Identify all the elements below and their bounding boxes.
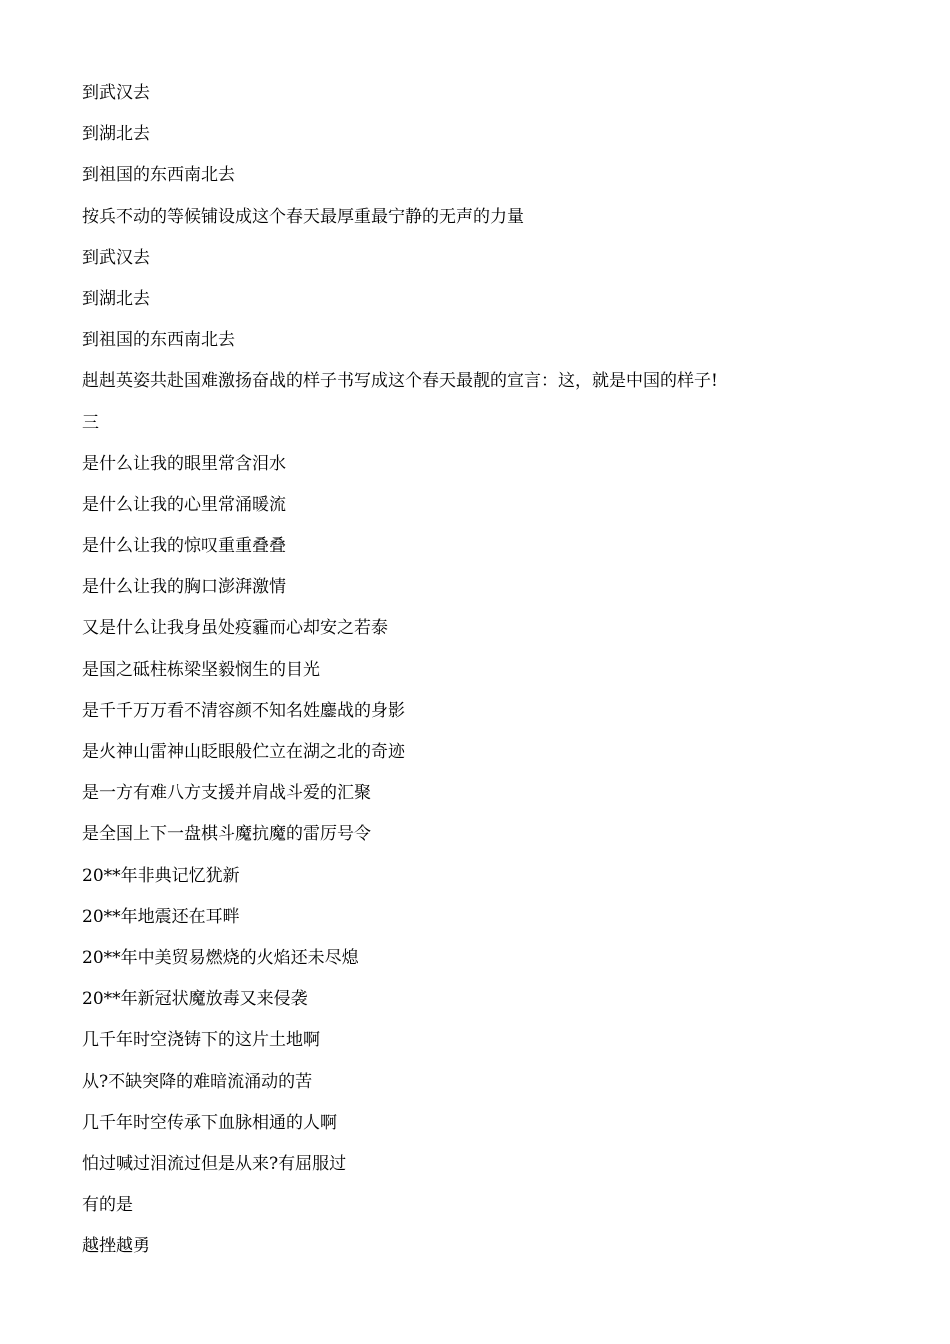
poem-line: 又是什么让我身虽处疫霾而心却安之若泰	[82, 618, 388, 639]
poem-line: 是什么让我的胸口澎湃激情	[82, 577, 286, 598]
poem-line: 20**年地震还在耳畔	[82, 906, 240, 927]
poem-line: 到湖北去	[82, 288, 150, 309]
poem-line: 是什么让我的心里常涌暖流	[82, 494, 286, 515]
poem-line: 是一方有难八方支援并肩战斗爱的汇聚	[82, 783, 371, 804]
poem-line: 20**年中美贸易燃烧的火焰还未尽熄	[82, 947, 359, 968]
poem-line: 是国之砥柱栋梁坚毅悯生的目光	[82, 659, 320, 680]
poem-line: 到祖国的东西南北去	[82, 330, 235, 351]
poem-line: 20**年非典记忆犹新	[82, 865, 240, 886]
poem-line: 几千年时空传承下血脉相通的人啊	[82, 1112, 337, 1133]
poem-line: 是什么让我的惊叹重重叠叠	[82, 536, 286, 557]
poem-line: 到湖北去	[82, 124, 150, 145]
poem-line: 是什么让我的眼里常含泪水	[82, 453, 286, 474]
poem-line: 怕过喊过泪流过但是从来?有屈服过	[82, 1153, 347, 1174]
poem-line: 从?不缺突降的难暗流涌动的苦	[82, 1071, 313, 1092]
poem-line: 是全国上下一盘棋斗魔抗魔的雷厉号令	[82, 824, 371, 845]
poem-text-block	[82, 79, 902, 1273]
poem-line: 到武汉去	[82, 83, 150, 103]
poem-line: 有的是	[82, 1195, 133, 1216]
poem-line: 赳赳英姿共赴国难激扬奋战的样子书写成这个春天最靓的宣言：这，就是中国的样子!	[82, 371, 718, 392]
poem-line: 越挫越勇	[82, 1236, 150, 1257]
section-number: 三	[82, 412, 99, 433]
poem-line: 几千年时空浇铸下的这片土地啊	[82, 1030, 320, 1051]
poem-line: 到祖国的东西南北去	[82, 165, 235, 186]
poem-line: 到武汉去	[82, 247, 150, 268]
poem-line: 按兵不动的等候铺设成这个春天最厚重最宁静的无声的力量	[82, 206, 524, 227]
poem-line: 是千千万万看不清容颜不知名姓鏖战的身影	[82, 700, 405, 721]
poem-line: 是火神山雷神山眨眼般伫立在湖之北的奇迹	[82, 742, 405, 762]
poem-line: 20**年新冠状魔放毒又来侵袭	[82, 989, 308, 1010]
